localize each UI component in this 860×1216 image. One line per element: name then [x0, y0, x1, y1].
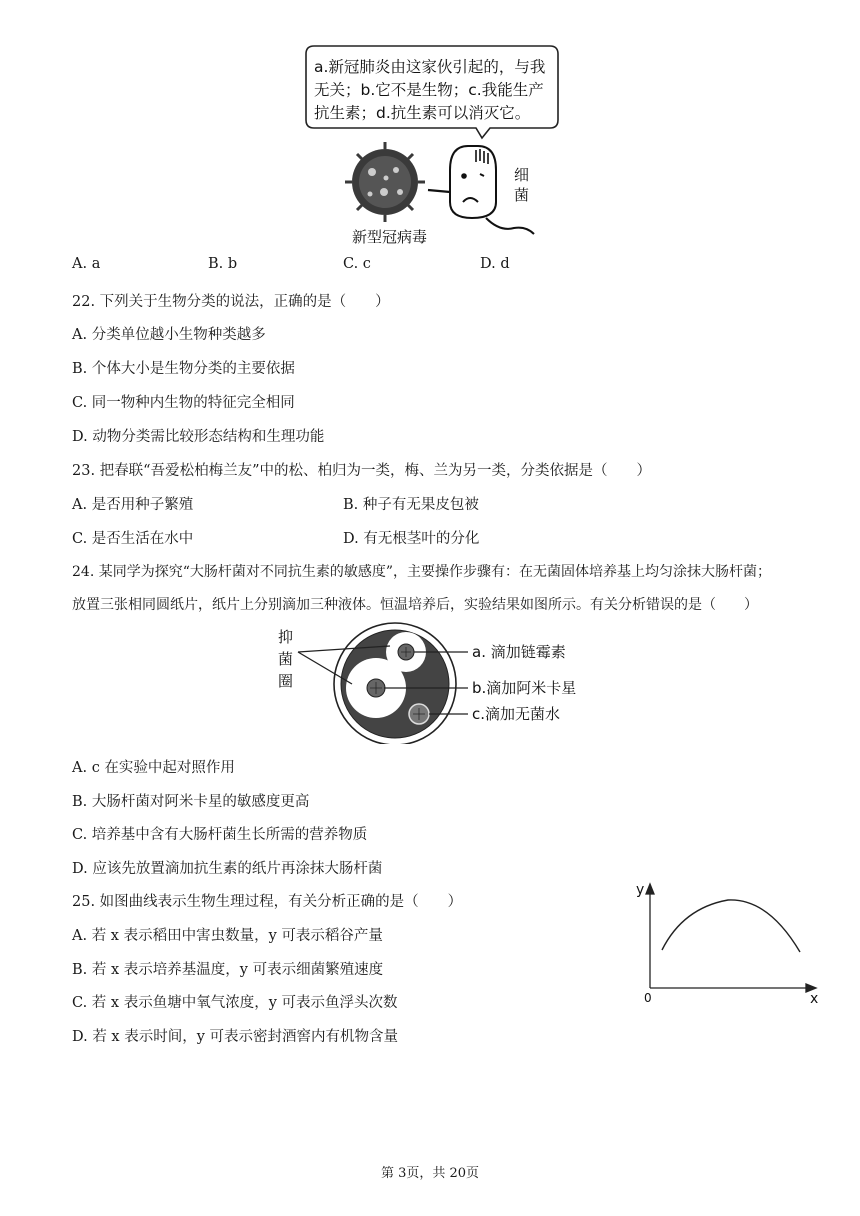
- q21-option-a: A. a: [72, 256, 101, 272]
- q24-option-d: D. 应该先放置滴加抗生素的纸片再涂抹大肠杆菌: [72, 861, 383, 877]
- q21-option-c: C. c: [343, 256, 371, 272]
- q25-option-c: C. 若 x 表示鱼塘中氧气浓度，y 可表示鱼浮头次数: [72, 995, 398, 1011]
- q24-option-b: B. 大肠杆菌对阿米卡星的敏感度更高: [72, 794, 310, 810]
- q22-option-d: D. 动物分类需比较形态结构和生理功能: [72, 429, 325, 445]
- q25-option-a: A. 若 x 表示稻田中害虫数量，y 可表示稻谷产量: [72, 928, 383, 944]
- curve-graph: [628, 878, 824, 1004]
- inhibition-zone-label-2: 菌: [278, 650, 294, 668]
- q25-stem: 25. 如图曲线表示生物生理过程，有关分析正确的是（ ）: [72, 894, 463, 910]
- q22-option-b: B. 个体大小是生物分类的主要依据: [72, 361, 295, 377]
- bacterium-label-2: 菌: [514, 186, 530, 204]
- q21-option-b: B. b: [208, 256, 238, 272]
- q23-stem: 23. 把春联“吾爱松柏梅兰友”中的松、柏归为一类，梅、兰为另一类，分类依据是（ ）: [72, 463, 651, 479]
- label-a-streptomycin: a. 滴加链霉素: [472, 643, 566, 661]
- q24-option-a: A. c 在实验中起对照作用: [72, 760, 235, 776]
- page-footer: 第 3页，共 20页: [380, 1166, 480, 1181]
- q25-option-b: B. 若 x 表示培养基温度，y 可表示细菌繁殖速度: [72, 962, 384, 978]
- q23-option-b: B. 种子有无果皮包被: [343, 497, 479, 513]
- q23-option-c: C. 是否生活在水中: [72, 531, 194, 547]
- q24-stem-line-1: 24. 某同学为探究“大肠杆菌对不同抗生素的敏感度”，主要操作步骤有：在无菌固体培养基上均匀涂抹大肠杆菌；: [72, 564, 772, 580]
- y-axis-arrow: [646, 884, 654, 894]
- label-b-amikacin: b.滴加阿米卡星: [472, 679, 577, 697]
- q23-option-a: A. 是否用种子繁殖: [72, 497, 194, 513]
- q25-graph: [628, 878, 824, 1004]
- inhibition-zone-label-3: 圈: [278, 672, 294, 690]
- q22-option-c: C. 同一物种内生物的特征完全相同: [72, 395, 295, 411]
- bubble-line-2: 无关；b.它不是生物；c.我能生产: [314, 81, 544, 99]
- x-axis-label: x: [810, 991, 819, 1004]
- q25-option-d: D. 若 x 表示时间，y 可表示密封酒窖内有机物含量: [72, 1029, 399, 1045]
- petri-dish-diagram: [270, 622, 600, 744]
- bubble-line-3: 抗生素；d.抗生素可以消灭它。: [314, 104, 531, 122]
- q21-illustration: [300, 42, 570, 252]
- curve-line: [662, 900, 800, 952]
- origin-label: 0: [644, 991, 652, 1004]
- q21-figure: [300, 42, 570, 252]
- inhibition-zone-label-1: 抑: [278, 628, 294, 646]
- label-c-sterile-water: c.滴加无菌水: [472, 705, 561, 723]
- y-axis-label: y: [636, 882, 645, 898]
- virus-icon: [345, 142, 425, 222]
- q24-stem-line-2: 放置三张相同圆纸片，纸片上分别滴加三种液体。恒温培养后，实验结果如图所示。有关分析错误的是（ ）: [72, 597, 758, 613]
- q24-figure: [270, 622, 600, 744]
- q24-option-c: C. 培养基中含有大肠杆菌生长所需的营养物质: [72, 827, 368, 843]
- bubble-line-1: a.新冠肺炎由这家伙引起的，与我: [314, 58, 546, 76]
- q22-option-a: A. 分类单位越小生物种类越多: [72, 327, 266, 343]
- q22-stem: 22. 下列关于生物分类的说法，正确的是（ ）: [72, 294, 390, 310]
- q21-option-d: D. d: [480, 256, 510, 272]
- q23-option-d: D. 有无根茎叶的分化: [343, 531, 480, 547]
- bacterium-label-1: 细: [514, 166, 530, 184]
- virus-label: 新型冠病毒: [352, 228, 428, 246]
- petri-dish-icon: [334, 623, 456, 744]
